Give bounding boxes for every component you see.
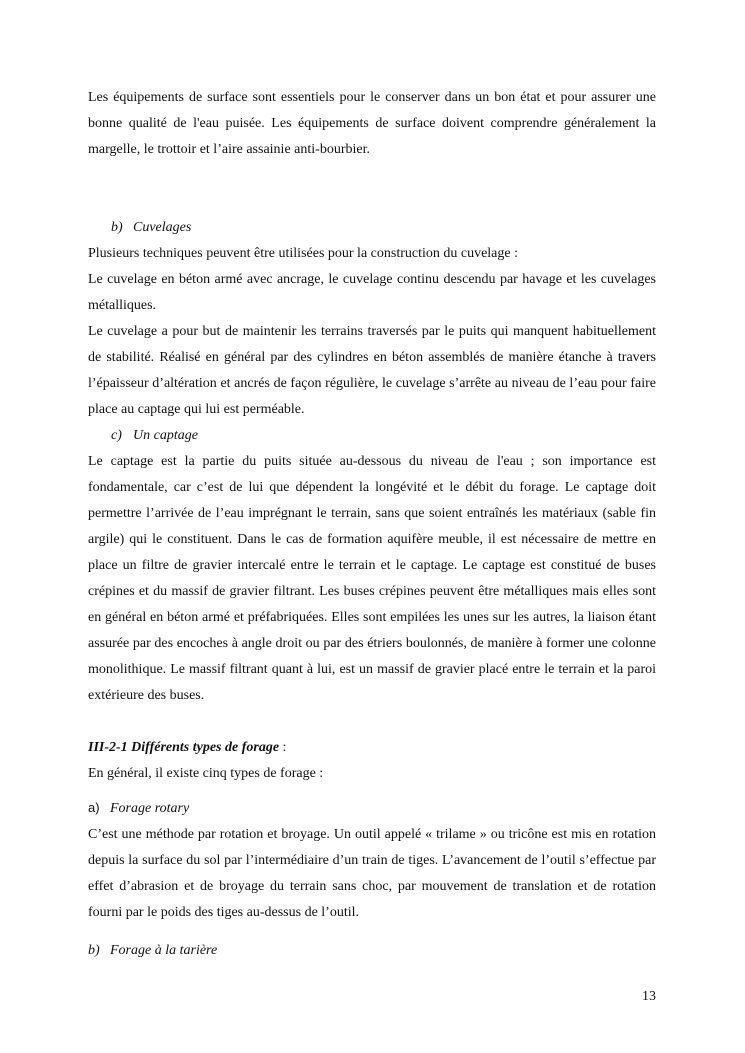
subheading-letter: c) [111,428,122,443]
section-title-colon: : [279,740,287,755]
subheading-title: Forage à la tarière [110,943,218,958]
section-title [88,735,656,761]
subheading-letter: b) [88,943,100,958]
subheading-title: Un captage [133,428,198,443]
subheading-title: Forage rotary [110,801,190,816]
document-page [88,85,656,964]
spacer [88,709,656,735]
paragraph-cuvelage-intro: Plusieurs techniques peuvent être utilisées pour la construction du cuvelage : [88,246,518,261]
page-number: 13 [642,989,656,1004]
paragraph-types-intro: En général, il existe cinq types de forage : [88,766,324,781]
spacer [88,163,656,215]
section-title-text: III-2-1 Différents types de forage [88,740,280,755]
paragraph-rotary: C’est une méthode par rotation et broyage. Un outil appelé « trilame » ou tricône est mis en rotation depuis la surface du sol par l’intermédiaire d’un train de tiges. L’avancement de l’outil s’effectue par effet d’abrasion et de broyage du terrain sans choc, par mouvement de translation et de rotation fourni par le poids des tiges au-dessus de l’outil. [88,827,656,920]
subheading-letter: a) [88,800,100,815]
subheading-tariere [88,938,656,964]
paragraph-surface: Les équipements de surface sont essentiels pour le conserver dans un bon état et pour assurer une bonne qualité de l'eau puisée. Les équipements de surface doivent comprendre généralement la margelle, le trottoir et l’aire assainie anti-bourbier. [88,90,656,157]
paragraph-cuvelage-types: Le cuvelage en béton armé avec ancrage, le cuvelage continu descendu par havage et les cuvelages métalliques. [88,272,656,313]
subheading-title: Cuvelages [133,220,192,235]
subheading-rotary [88,795,656,822]
subheading-letter: b) [111,220,123,235]
paragraph-captage: Le captage est la partie du puits située au-dessous du niveau de l'eau ; son importance est fondamentale, car c’est de lui que dépendent la longévité et le débit du forage. Le captage doit permettre l’arrivée de l’eau imprégnant le terrain, sans que soient entraînés les matériaux (sable fin argile) qui le constituent. Dans le cas de formation aquifère meuble, il est nécessaire de mettre en place un filtre de gravier intercalé entre le terrain et le captage. Le captage est constitué de buses crépines et du massif de gravier filtrant. Les buses crépines peuvent être métalliques mais elles sont en général en béton armé et préfabriquées. Elles sont empilées les unes sur les autres, la liaison étant assurée par des encoches à angle droit ou par des étriers boulonnés, de manière à former une colonne monolithique. Le massif filtrant quant à lui, est un massif de gravier placé entre le terrain et la paroi extérieure des buses. [88,454,656,703]
spacer [88,926,656,938]
subheading-cuvelages [88,215,656,241]
subheading-captage [88,423,656,449]
spacer [88,787,656,795]
paragraph-cuvelage-but: Le cuvelage a pour but de maintenir les terrains traversés par le puits qui manquent habituellement de stabilité. Réalisé en général par des cylindres en béton assemblés de manière étanche à travers l’épaisseur d’altération et ancrés de façon régulière, le cuvelage s’arrête au niveau de l’eau pour faire place au captage qui lui est perméable. [88,324,656,417]
